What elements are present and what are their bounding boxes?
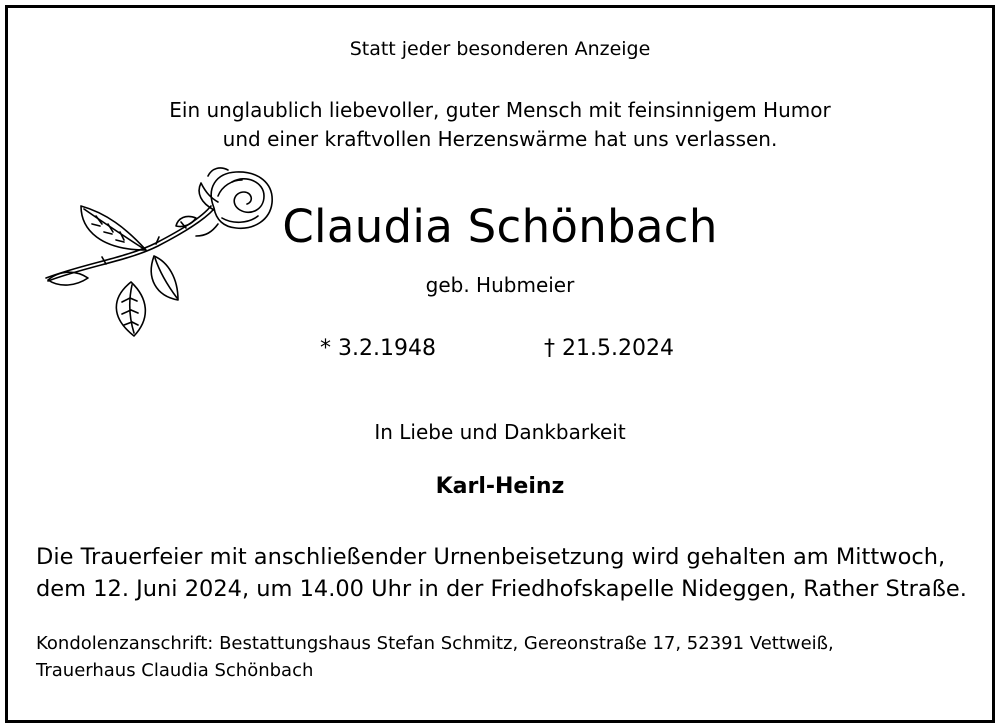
funeral-info bbox=[36, 541, 976, 605]
funeral-line-1: Die Trauerfeier mit anschließender Urnenbeisetzung wird gehalten am Mittwoch, bbox=[36, 544, 946, 570]
condolence-line-2: Trauerhaus Claudia Schönbach bbox=[36, 660, 314, 681]
header-line: Statt jeder besonderen Anzeige bbox=[349, 38, 651, 60]
death-date: † 21.5.2024 bbox=[544, 336, 674, 361]
birth-date: * 3.2.1948 bbox=[320, 336, 436, 361]
intro-text bbox=[0, 96, 1000, 154]
condolence-address bbox=[36, 630, 976, 684]
funeral-line-2: dem 12. Juni 2024, um 14.00 Uhr in der Friedhofskapelle Nideggen, Rather Straße. bbox=[36, 576, 967, 602]
intro-line-2: und einer kraftvollen Herzenswärme hat uns verlassen. bbox=[222, 127, 778, 151]
farewell-phrase: In Liebe und Dankbarkeit bbox=[374, 420, 626, 444]
maiden-name: geb. Hubmeier bbox=[425, 273, 575, 297]
rose-icon bbox=[36, 158, 286, 348]
deceased-name: Claudia Schönbach bbox=[282, 200, 718, 253]
signer-name: Karl-Heinz bbox=[435, 474, 565, 499]
intro-line-1: Ein unglaublich liebevoller, guter Mensch mit feinsinnigem Humor bbox=[169, 98, 831, 122]
condolence-line-1: Kondolenzanschrift: Bestattungshaus Stefan Schmitz, Gereonstraße 17, 52391 Vettweiß, bbox=[36, 633, 834, 654]
